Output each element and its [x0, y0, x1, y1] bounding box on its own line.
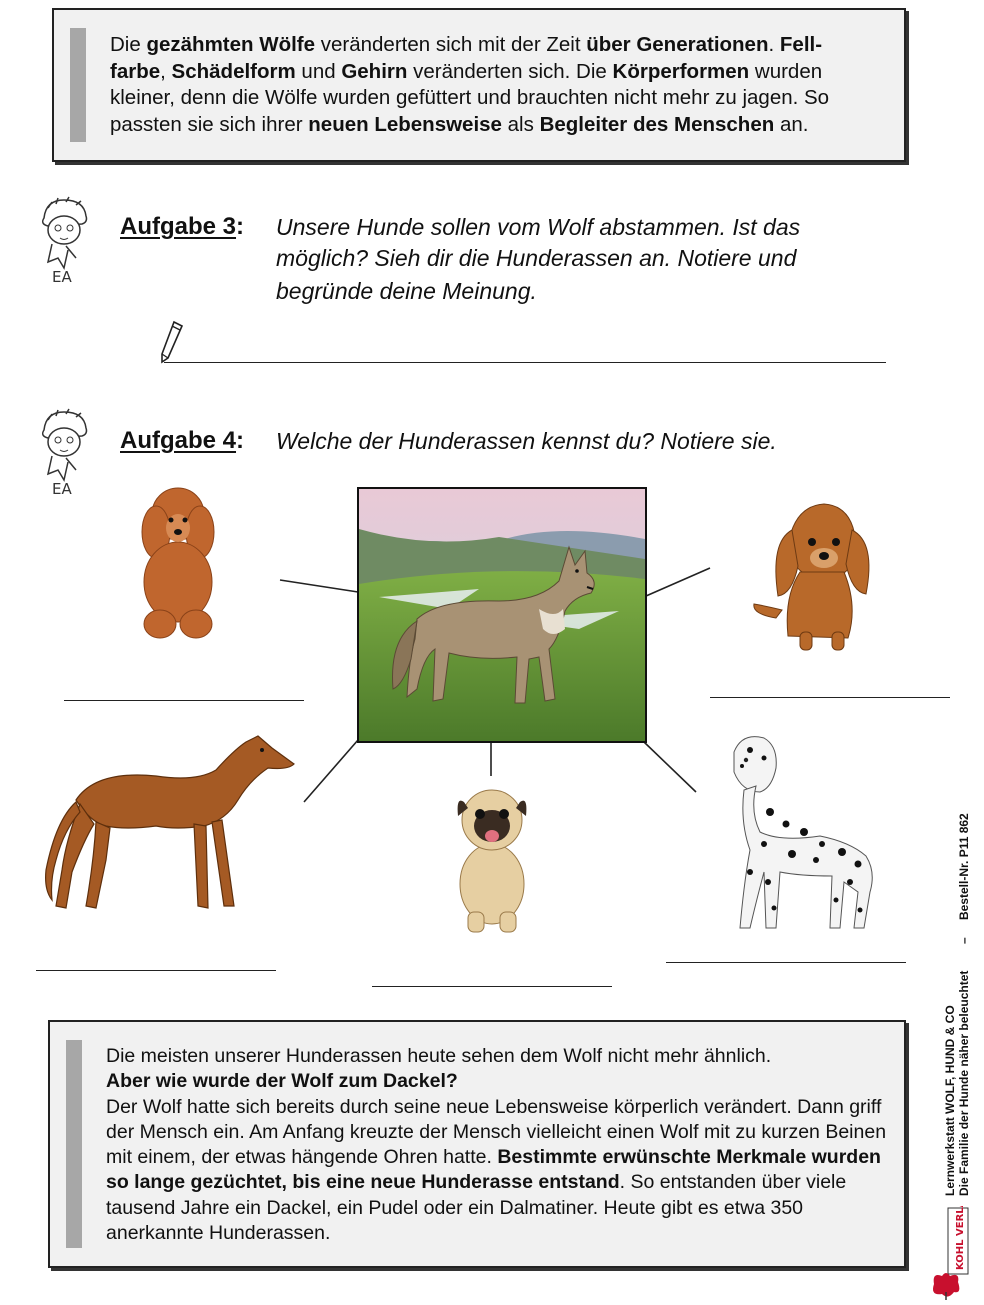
pug-photo	[446, 786, 538, 936]
task3-text: Unsere Hunde sollen vom Wolf abstammen. Ist das möglich? Sieh dir die Hunderassen an. Notiere und begründe deine Meinung.	[276, 214, 801, 304]
box-accent-bar	[66, 1040, 82, 1248]
publisher-logo	[928, 1206, 972, 1300]
answer-line-pug[interactable]	[372, 986, 612, 987]
task4-text: Welche der Hunderassen kennst du? Notiere sie.	[276, 428, 777, 454]
dalmatian-photo	[720, 732, 886, 934]
svg-text:EA: EA	[52, 480, 72, 498]
sidebar-subtitle: Die Familie der Hunde näher beleuchtet	[957, 970, 971, 1196]
answer-line-dalmatian[interactable]	[666, 962, 906, 963]
sidebar-order-number: Bestell-Nr. P11 862	[957, 813, 971, 920]
dachshund-photo	[748, 486, 888, 656]
answer-line-dachshund[interactable]	[710, 697, 950, 698]
task3-label: Aufgabe 3:	[120, 213, 245, 240]
greyhound-photo	[36, 730, 298, 920]
badge-ea: EA	[52, 268, 72, 286]
poodle-photo	[136, 484, 220, 644]
task4-label: Aufgabe 4:	[120, 427, 245, 454]
info-box-outro	[48, 1020, 906, 1268]
outro-text: Die meisten unserer Hunderassen heute sehen dem Wolf nicht mehr ähnlich. Aber wie wurde der Wolf zum Dackel? Der Wolf hatte sich bereits durch seine neue Lebensweise körperlich verändert. Dann griff der Mensch ein. Am Anfang kreuzte der Mensch vielleicht einen Wolf mit zu kurzen Beinen mit einem, der etwas hängende Ohren hatte. Bestimmte erwünschte Merkmale wurden so lange gezüchtet, bis eine neue Hunderasse entstand. So entstanden über viele tausend Jahre ein Dackel, ein Pudel oder ein Dalmatiner. Heute gibt es etwa 350 anerkannte Hunderassen.	[106, 1045, 887, 1245]
intro-text: Die gezähmten Wölfe veränderten sich mit der Zeit über Generationen. Fell- farbe, Schädelform und Gehirn veränderten sich. Die Körperformen wurden kleiner, denn die Wölfe wurden gefüttert und brauchten nicht mehr zu jagen. So passten sie sich ihrer neuen Lebensweise als Begleiter des Menschen an.	[110, 33, 830, 136]
answer-line-greyhound[interactable]	[36, 970, 276, 971]
svg-text:KOHL VERLAG: KOHL VERLAG	[955, 1206, 966, 1270]
sidebar-dash: –	[957, 937, 971, 944]
answer-line-poodle[interactable]	[64, 700, 304, 701]
sidebar-series-title: Lernwerkstatt WOLF, HUND & CO	[943, 1005, 957, 1196]
wolf-photo	[357, 487, 647, 743]
